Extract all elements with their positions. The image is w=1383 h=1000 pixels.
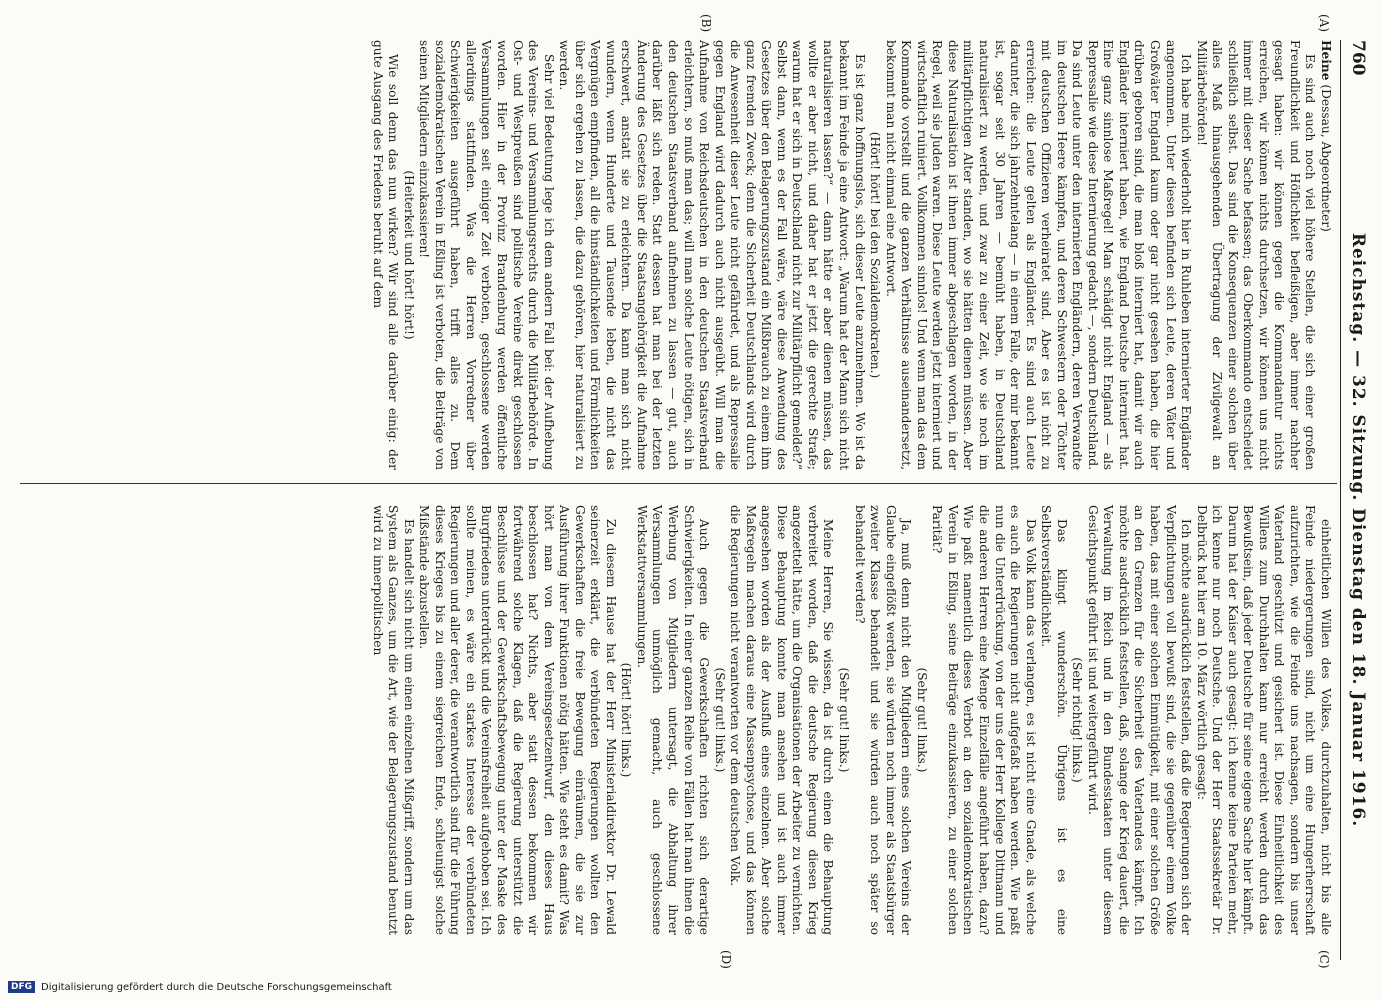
paragraph-text: (Sehr gut! links.): [914, 667, 929, 773]
paragraph-text: Meine Herren, Sie wissen, da ist durch einen die Behauptung verbreitet worden, daß die deutsche Regierung diesen Krieg angezettelt hätte, um die Organisationen der Arbeiter zu vernichten. Diese Behauptung konnte man ansehen und ist auch immer angesehen worden als der Ausfluß eines einzelnen. Aber solche Maßregeln machen daraus eine Massenpsychose, und das können die Regierungen nicht verantworten vor dem deutschen Volk.: [728, 505, 836, 935]
paragraph-text: Wie soll denn das nun wirken? Wir sind alle darüber einig: der gute Ausgang des Friedens beruht auf dem: [370, 40, 401, 470]
paragraph: [416, 40, 556, 470]
speaker-name: Heine: [1319, 40, 1333, 81]
interjection: [913, 505, 929, 935]
paragraph-text: Das Volk kann das verlangen, es ist nicht eine Gnade, als welche es auch die Regierungen nicht aufgefaßt haben werden. Wie paßt nun die Unterdrückung, von der uns der Herr Kollege Dittmann und die anderen Herren eine Menge Einzelfälle angeführt haben, dazu? Wie paßt namentlich dieses Verbot an den sozialdemokratischen Verein in Eßling, seine Beiträge einzukassieren, zu einer solchen Parität?: [930, 505, 1038, 935]
interjection: [867, 40, 883, 470]
paragraph: [556, 40, 867, 470]
paragraph-text: (Sehr gut! links.): [837, 667, 852, 773]
paragraph-text: (Hört! hört! links.): [619, 662, 634, 778]
interjection: [836, 505, 852, 935]
paragraph-text: (Heiterkeit und hört! hört!): [401, 170, 416, 340]
paragraph-text: Sehr viel Bedeutung lege ich dem andern Fall bei: der Aufhebung des Vereins- und Versammlungsrechts durch die Militärbehörde. In Ost- und Westpreußen sind politische Vereine direkt geschlossen worden. Hier in der Provinz Brandenburg werden öffentliche Versammlungen seit einiger Zeit verboten, geschlossene werden allerdings stattfinden. Was die Herren Vorredner über Schwierigkeiten ausgeführt haben, trifft alles zu. Dem sozialdemokratischen Verein in Eßling ist verboten, die Beiträge von seinen Mitgliedern einzukassieren!: [417, 40, 556, 470]
page-number: 760: [1348, 40, 1368, 76]
paragraph-text: Ich habe mich wiederholt hier in Ruhleben internierter Engländer angenommen. Unter diesen befinden sich Leute, deren Väter und Großväter England kaum oder gar nicht gesehen haben, die hier drüben geboren sind, die man bloß interniert hat, damit wir auch Engländer interniert haben, wie England Deutsche interniert hat. Eine ganz sinnlose Maßregel! Man schädigt nicht England — als Repressalie wie diese Internierung gedacht —, sondern Deutschland. Da sind Leute unter den internierten Engländern, deren Verwandte im deutschen Heere kämpfen, und deren Schwestern oder Töchter mit deutschen Offizieren verheiratet sind. Aber es ist nicht zu erreichen: die Leute gelten als Engländer. Es sind auch Leute darunter, die sich jahrzehntelang — in einem Falle, der mir bekannt ist, sogar seit 30 Jahren — bemüht haben, in Deutschland naturalisiert zu werden, und zwar zu einer Zeit, wo sie noch im militärpflichtigen Alter standen, wo sie hätten dienen müssen. Aber diese Naturalisation ist ihnen immer abgeschlagen worden, in der Regel, weil sie Juden waren. Diese Leute werden jetzt interniert und wirtschaftlich ruiniert. Vollkommen sinnlos! Und wenn man das dem Kommando vorstellt und die ganzen Verhältnisse auseinandersetzt, bekommt man nicht einmal eine Antwort.: [883, 40, 1194, 470]
paragraph-text: Ich möchte ausdrücklich feststellen, daß die Regierungen sich der Verpflichtungen voll bewußt sind, die sie gegenüber einem Volke haben, das mit einer solchen Einmütigkeit, mit einer solchen Größe an den Grenzen für die Sicherheit des Vaterlandes kämpft. Ich möchte ausdrücklich feststellen, daß, solange der Krieg dauert, die Verwaltung im Reich und in den Bundesstaaten unter diesem Gesichtspunkt geführt ist und weitergeführt wird.: [1085, 505, 1194, 935]
digitization-footer: [0, 974, 1383, 1000]
column-divider: [20, 483, 1337, 484]
paragraph-text: (Sehr gut! links.): [712, 667, 727, 773]
interjection: [1069, 505, 1085, 935]
interjection: [400, 40, 416, 470]
paragraph: [416, 505, 618, 935]
paragraph-text: (Hört! hört! bei den Sozialdemokraten.): [868, 131, 883, 379]
paragraph: [929, 505, 1038, 935]
paragraph-text: (Sehr richtig! links.): [1070, 657, 1085, 783]
margin-marker-b: (B): [699, 14, 713, 33]
paragraph: [727, 505, 836, 935]
footer-text: Digitalisierung gefördert durch die Deutsche Forschungsgemeinschaft: [41, 981, 392, 993]
page-header: [1345, 40, 1371, 960]
paragraph: [1084, 505, 1193, 935]
running-head: Reichstag. — 32. Sitzung. Dienstag den 18. Januar 1916.: [1348, 232, 1368, 828]
paragraph-text: Es ist ganz hoffnungslos, sich dieser Leute anzunehmen. Wo ist da bekannt im Feinde ja eine Antwort: „Warum hat der Mann sich nicht naturalisieren lassen?“ — dann hätte er aber dienen müssen, das wollte er aber nicht, und daher hat er jetzt die gerechte Strafe; warum hat er sich in Deutschland nicht zur Militärpflicht gemeldet?“ Selbst dann, wenn es der Fall wäre, wäre diese Anwendung des Gesetzes über den Belagerungszustand ein Mißbrauch zu einem ihm ganz fremden Zweck; denn die Sicherheit Deutschlands wird durch die Anwesenheit dieser Leute nicht gefährdet, und als Repressalie gegen England wird dadurch auch nicht ausgeübt. Will man die Aufnahme von Reichsdeutschen in den deutschen Staatsverband erleichtern, so muß man das; will man solche Leute nötigen, sich in den deutschen Staatsverband aufnehmen zu lassen — gut, auch darüber läßt sich reden. Statt dessen hat man bei der letzten Änderung des Gesetzes über die Staatsangehörigkeit die Aufnahme erschwert, anstatt sie zu erleichtern. Da kann man sich nicht wundern, wenn Hunderte und Tausende leben, die nicht das Vergnügen empfinden, all die hinständlichkeiten und Förmlichkeiten über sich ergehen zu lassen, die dazu gehören, hier naturalisiert zu werden.: [557, 40, 867, 470]
paragraph: [1193, 505, 1333, 935]
paragraph: [851, 505, 913, 935]
paragraph-text: einheitlichen Willen des Volkes, durchzuhalten, nicht bis alle Feinde niedergerungen sind, nicht um eine Hungerherrschaft aufzurichten, wie die Feinde uns nachsagen, sondern bis unser Vaterland geschützt und gesichert ist. Diese Einheitlichkeit des Willens zum Durchhalten kann nur erreicht werden durch das Bewußtsein, daß jeder Deutsche für seine eigene Sache hier kämpft. Darum hat der Kaiser auch gesagt: ich kenne keine Parteien mehr, ich kenne nur noch Deutsche. Und der Herr Staatssekretär Dr. Delbrück hat hier am 10. März wörtlich gesagt:: [1194, 505, 1333, 935]
left-text-column: [369, 40, 1333, 470]
dfg-logo: DFG: [8, 981, 35, 993]
paragraph: [1038, 505, 1069, 935]
margin-marker-d: (D): [719, 950, 733, 969]
margin-marker-a: (A): [1317, 14, 1331, 33]
paragraph-text: Es sind auch noch viel höhere Stellen, die sich einer großen Freundlichkeit und Höflichkeit befleißigen, aber immer nachher gesagt haben: wir können gegen die Kommandantur nichts erreichen, wir können nichts durchsetzen, wir können uns nicht immer mit dieser Sache befassen; das Oberkommando entscheidet schließlich selbst. Das sind die Konsequenzen einer solchen über alles Maß hinausgehenden Übertragung der Zivilgewalt an Militärbehörden!: [1194, 40, 1318, 470]
paragraph-text: Auch gegen die Gewerkschaften richten sich derartige Schwierigkeiten. In einer ganzen Reihe von Fällen hat man ihnen die Werbung von Mitgliedern untersagt, die Abhaltung ihrer Versammlungen unmöglich gemacht, auch geschlossene Werkstattversammlungen.: [634, 505, 712, 935]
paragraph: [1317, 40, 1333, 470]
interjection: [618, 505, 634, 935]
paragraph-text: (Dessau, Abgeordneter): [1319, 80, 1333, 232]
header-rule: [1340, 40, 1341, 960]
paragraph: [1193, 40, 1317, 470]
paragraph: [882, 40, 1193, 470]
right-text-column: [369, 505, 1333, 935]
interjection: [711, 505, 727, 935]
paragraph-text: Es handelt sich nicht um einen einzelnen Mißgriff, sondern um das System als Ganzes, um die Art, wie der Belagerungszustand benutzt wird zu innerpolitischen: [370, 505, 416, 935]
paragraph-text: Ja, muß denn nicht den Mitgliedern eines solchen Vereins der Glaube eingeflößt werden, sie würden noch immer als Staatsbürger zweiter Klasse behandelt und sie würden auch noch später so behandelt werden?: [852, 505, 914, 935]
paragraph-text: Das klingt wunderschön. Übrigens ist es eine Selbstverständlichkeit.: [1039, 505, 1069, 935]
margin-marker-c: (C): [1317, 950, 1331, 969]
paragraph: [633, 505, 711, 935]
paragraph: [369, 40, 400, 470]
paragraph: [369, 505, 416, 935]
paragraph-text: Zu diesem Hause hat der Herr Ministerialdirektor Dr. Lewald seinerzeit erklärt, die verbündeten Regierungen wollten den Gewerkschaften die freie Bewegung einräumen, die sie zur Ausführung ihrer Funktionen nötig hätten. Wie steht es damit? Was hört man von dem Vereinsgesetzentwurf, den dieses Haus beschlossen hat? Nichts, aber statt dessen bekommen wir fortwährend solche Klagen, daß die Regierung unterstützt die Beschlüsse und der Gewerkschaftsbewegung unter der Maske des Burgfriedens unterdrückt und die Vereinsfreiheit aufgehoben sei. Ich sollte meinen, es wäre ein starkes Interesse der verbündeten Regierungen und aller derer, die verantwortlich sind für die Führung dieses Krieges bis zu einem siegreichen Ende, schleunigst solche Mißstände abzustellen.: [417, 505, 618, 935]
